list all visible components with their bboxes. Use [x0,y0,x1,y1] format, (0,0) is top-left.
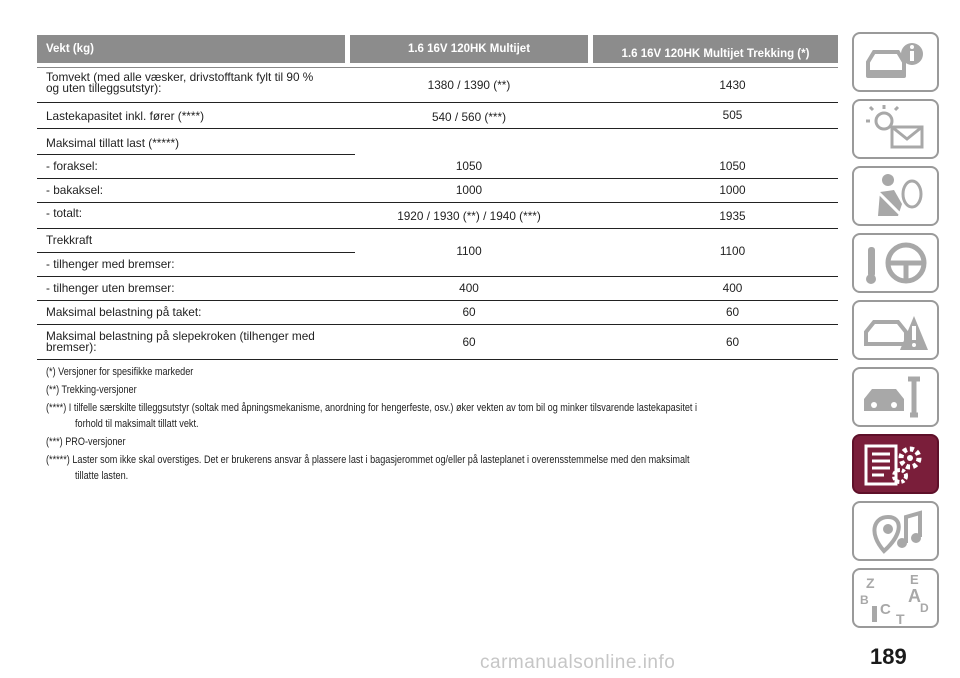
row-label-cont: og uten tilleggsutstyr): [46,81,162,95]
value-trekking: 505 [722,108,743,122]
sidebar-tab-emergency[interactable] [852,300,939,360]
value-multijet: 540 / 560 (***) [431,110,507,124]
value-multijet: 400 [459,281,479,295]
footnote: (**) Trekking-versjoner [46,384,137,396]
row-label: Tomvekt (med alle væsker, drivstofftank fylt til 90 % [46,70,314,84]
value-multijet: 60 [462,335,476,349]
emergency-car-icon [854,302,937,358]
row-label-cont: bremser): [46,340,97,354]
watermark: carmanualsonline.info [480,652,676,673]
value-trekking: 1050 [719,159,746,173]
column-header-multijet: 1.6 16V 120HK Multijet [350,35,588,63]
row-label: - tilhenger uten bremser: [46,281,175,295]
row-label: - totalt: [46,206,83,220]
sidebar-tab-technical-data[interactable] [852,434,939,494]
sidebar-tab-multimedia[interactable] [852,501,939,561]
value-multijet: 1050 [455,159,483,173]
value-trekking: 60 [725,335,740,349]
footnote: (****) I tilfelle særskilte tilleggsutstyr (soltak med åpningsmekanisme, anordning for hengerfeste, osv.) øker vekten av tom bil og minker tilsvarende lastekapasitet i [46,402,698,414]
value-multijet: 60 [462,305,476,319]
row-divider [37,324,838,325]
row-label: Maksimal belastning på taket: [46,305,202,319]
car-maintenance-icon [854,369,937,425]
value-multijet: 1100 [456,244,482,258]
value-multijet: 1380 / 1390 (**) [427,78,511,92]
footnote: (*) Versjoner for spesifikke markeder [46,366,194,378]
row-divider [37,300,838,301]
index-letter-b: B [860,593,869,607]
value-trekking: 1100 [719,244,746,258]
row-label: - bakaksel: [46,183,104,197]
value-trekking: 400 [722,281,743,295]
value-trekking: 60 [725,305,740,319]
steering-wheel-icon [854,235,937,291]
row-label: Lastekapasitet inkl. fører (****) [46,109,205,123]
table-bottom-rule [37,359,838,360]
sidebar-tab-warning-lights[interactable] [852,99,939,159]
technical-data-icon [854,436,937,492]
index-letter-e: E [910,572,919,587]
row-label: - foraksel: [46,159,98,173]
row-divider [37,252,355,253]
page-number: 189 [870,644,907,669]
row-divider [37,128,838,129]
warning-lights-icon [854,101,937,157]
row-label: Maksimal belastning på slepekroken (tilhenger med [46,329,315,343]
footnote: (*****) Laster som ikke skal overstiges. Det er brukerens ansvar å plassere last i bagasjerommet og/eller på lasteplanet i overensstemmelse med den maksimalt [46,454,690,466]
row-divider [37,276,838,277]
footnote-cont: forhold til maksimalt tillatt vekt. [75,418,199,430]
row-label: Maksimal tillatt last (*****) [46,136,180,150]
footnote-cont: tillatte lasten. [75,470,129,482]
value-trekking: 1000 [719,183,746,197]
row-divider [37,102,838,103]
sidebar-tab-index[interactable] [852,568,939,628]
row-divider [37,154,355,155]
index-letter-a: A [908,586,921,606]
index-letter-z: Z [866,575,875,591]
row-divider [37,178,838,179]
sidebar-tab-maintenance[interactable] [852,367,939,427]
index-letter-c: C [880,601,891,618]
value-trekking: 1935 [719,209,746,223]
index-letter-d: D [920,601,929,615]
value-multijet: 1920 / 1930 (**) / 1940 (***) [397,209,541,223]
sidebar-tab-starting-driving[interactable] [852,233,939,293]
column-header-multijet-trekking: 1.6 16V 120HK Multijet Trekking (*) [593,35,838,63]
seatbelt-airbag-icon [854,168,937,224]
row-divider [37,228,838,229]
row-divider [37,202,838,203]
footnote: (***) PRO-versjoner [46,436,126,448]
column-header-weight: Vekt (kg) [37,35,345,63]
index-letter-t: T [896,611,905,626]
sidebar-tab-safety[interactable] [852,166,939,226]
value-multijet: 1000 [455,183,483,197]
header-rule [37,67,838,68]
value-trekking: 1430 [719,78,746,92]
index-letters-icon [854,570,937,626]
row-label: - tilhenger med bremser: [46,257,175,271]
multimedia-icon [854,503,937,559]
sidebar-tab-car-info[interactable] [852,32,939,92]
row-label: Trekkraft [46,233,93,247]
car-info-icon [854,34,937,90]
